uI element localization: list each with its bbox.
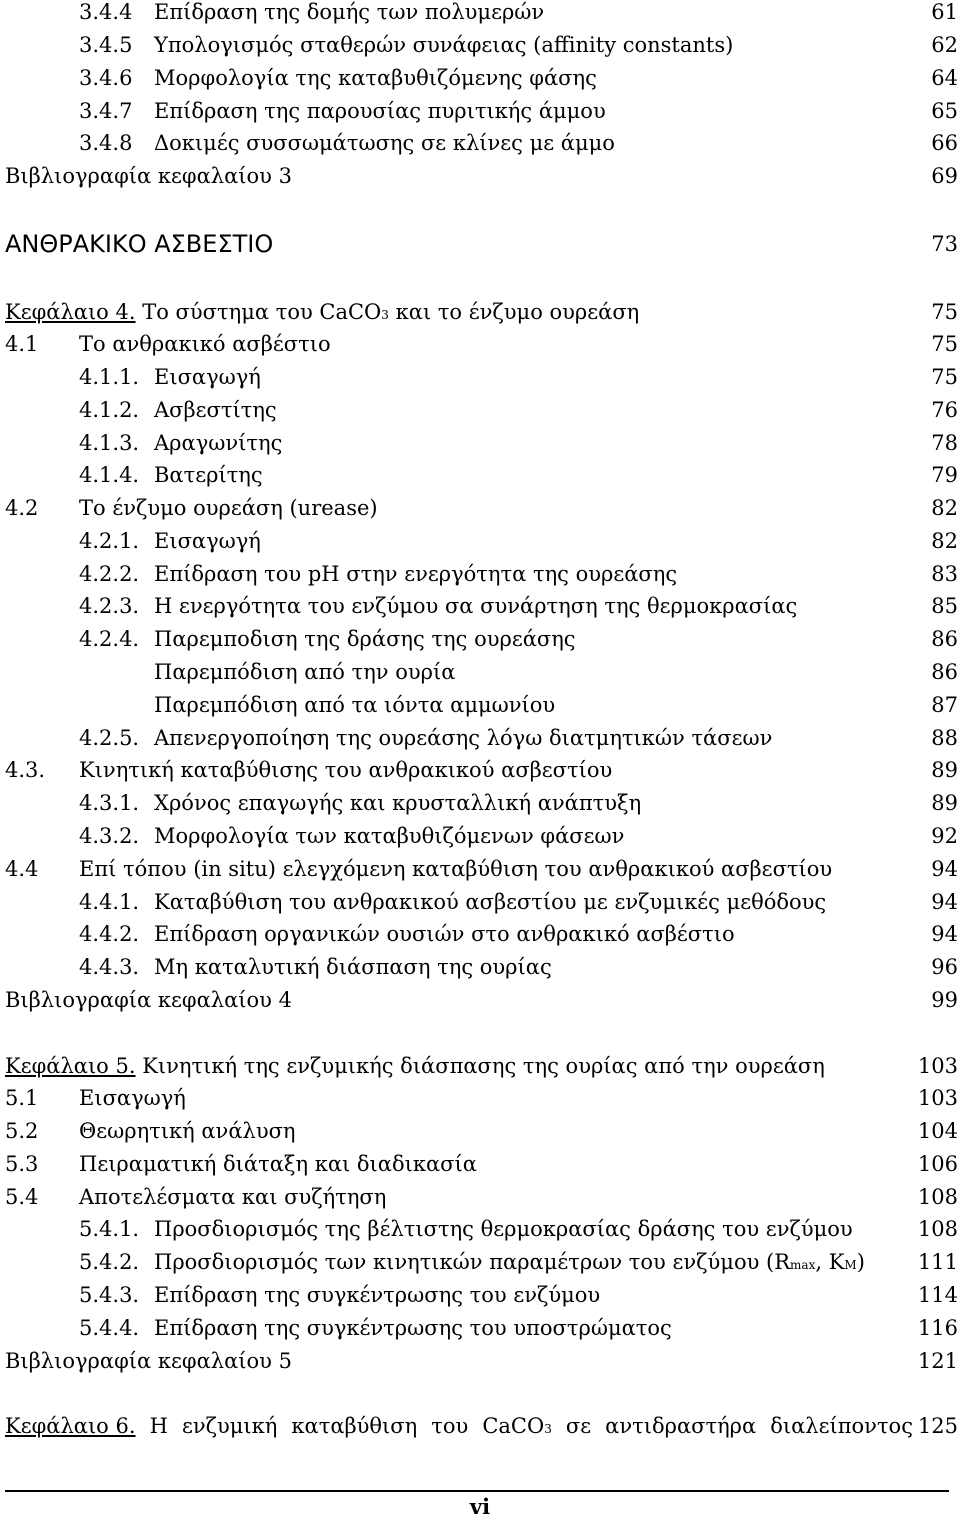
toc-page: 79 — [931, 463, 958, 487]
toc-title: Μορφολογία των καταβυθιζόμενων φάσεων — [154, 824, 625, 848]
toc-page: 66 — [931, 131, 958, 155]
toc-page: 103 — [917, 1086, 958, 1110]
toc-number: 5.4.1. — [79, 1217, 140, 1241]
toc-title: Επί τόπου (in situ) ελεγχόμενη καταβύθιση του ανθρακικού ασβεστίου — [79, 857, 833, 881]
toc-title: Επίδραση οργανικών ουσιών στο ανθρακικό ασβέστιο — [154, 922, 735, 946]
toc-title: Αραγωνίτης — [154, 431, 283, 455]
chapter-word: αντιδραστήρα — [605, 1414, 757, 1438]
toc-page: 94 — [931, 890, 958, 914]
toc-page: 64 — [931, 66, 958, 90]
chapter-entry — [5, 1410, 913, 1445]
toc-title: Επίδραση της συγκέντρωσης του ενζύμου — [154, 1283, 601, 1307]
chapter-title-pre: Το σύστημα του CaCO — [142, 300, 382, 324]
toc-page: 75 — [931, 365, 958, 389]
toc-title: Μορφολογία της καταβυθιζόμενης φάσης — [154, 66, 597, 90]
toc-number: 5.4 — [5, 1185, 39, 1209]
toc-title: Αποτελέσματα και συζήτηση — [79, 1185, 387, 1209]
chapter-title: Κινητική της ενζυμικής διάσπασης της ουρίας από την ουρεάση — [135, 1054, 825, 1078]
toc-title: Υπολογισμός σταθερών συνάφειας (affinity constants) — [154, 33, 734, 57]
toc-page: 104 — [917, 1119, 958, 1143]
toc-number: 3.4.5 — [79, 33, 133, 57]
toc-title: Χρόνος επαγωγής και κρυσταλλική ανάπτυξη — [154, 791, 642, 815]
toc-page: 99 — [931, 988, 958, 1012]
toc-page: 78 — [931, 431, 958, 455]
toc-number: 4.4.2. — [79, 922, 140, 946]
toc-number: 4.1.3. — [79, 431, 140, 455]
toc-page: 83 — [931, 562, 958, 586]
title-mid: , K — [815, 1250, 845, 1274]
toc-page: 65 — [931, 99, 958, 123]
toc-title: Το ένζυμο ουρεάση (urease) — [79, 496, 378, 520]
toc-title: Πειραματική διάταξη και διαδικασία — [79, 1152, 477, 1176]
toc-title: Κινητική καταβύθισης του ανθρακικού ασβεστίου — [79, 758, 613, 782]
toc-number: 4.2.3. — [79, 594, 140, 618]
toc-title: Προσδιορισμός της βέλτιστης θερμοκρασίας δράσης του ενζύμου — [154, 1217, 853, 1241]
toc-page: 94 — [931, 857, 958, 881]
toc-number: 5.4.2. — [79, 1250, 140, 1274]
chapter-title-sub: 3 — [381, 308, 389, 322]
toc-page: 88 — [931, 726, 958, 750]
toc-number: 5.1 — [5, 1086, 39, 1110]
toc-title: Μη καταλυτική διάσπαση της ουρίας — [154, 955, 552, 979]
toc-title: Ασβεστίτης — [154, 398, 277, 422]
toc-number: 4.2.1. — [79, 529, 140, 553]
toc-title: Εισαγωγή — [79, 1086, 186, 1110]
toc-number: 3.4.6 — [79, 66, 133, 90]
toc-number: 3.4.8 — [79, 131, 133, 155]
toc-page: 75 — [931, 332, 958, 356]
toc-page: 106 — [917, 1152, 958, 1176]
toc-number: 4.1.1. — [79, 365, 140, 389]
toc-title: Βιβλιογραφία κεφαλαίου 5 — [5, 1349, 292, 1373]
toc-page: 89 — [931, 791, 958, 815]
toc-page: 82 — [931, 496, 958, 520]
toc-page: 73 — [931, 232, 958, 256]
title-sub: max — [790, 1258, 816, 1272]
toc-page: 85 — [931, 594, 958, 618]
toc-number: 4.3.1. — [79, 791, 140, 815]
toc-number: 4.2.4. — [79, 627, 140, 651]
toc-page: 116 — [917, 1316, 958, 1340]
toc-page: 76 — [931, 398, 958, 422]
toc-page: 108 — [917, 1185, 958, 1209]
toc-page: 75 — [931, 300, 958, 324]
toc-number: 4.2.5. — [79, 726, 140, 750]
toc-number: 4.1.2. — [79, 398, 140, 422]
toc-page: 103 — [917, 1054, 958, 1078]
toc-page: 114 — [917, 1283, 958, 1307]
title-sub2: M — [844, 1258, 857, 1272]
toc-page: 94 — [931, 922, 958, 946]
chapter-word-formula — [482, 1410, 552, 1445]
formula-sub: 3 — [544, 1422, 552, 1436]
chapter-word: διαλείποντος — [770, 1414, 913, 1438]
toc-title: Επίδραση της παρουσίας πυριτικής άμμου — [154, 99, 606, 123]
toc-number: 5.4.3. — [79, 1283, 140, 1307]
toc-page: 82 — [931, 529, 958, 553]
toc-title: Παρεμπόδιση από τα ιόντα αμμωνίου — [154, 693, 556, 717]
toc-title: Εισαγωγή — [154, 365, 261, 389]
chapter-entry — [5, 1050, 825, 1082]
toc-page: 86 — [931, 627, 958, 651]
toc-title: Εισαγωγή — [154, 529, 261, 553]
chapter-title-post: και το ένζυμο ουρεάση — [388, 300, 640, 324]
toc-title: Επίδραση του pH στην ενεργότητα της ουρεάσης — [154, 562, 678, 586]
toc-page: 92 — [931, 824, 958, 848]
title-post: ) — [856, 1250, 865, 1274]
toc-number: 5.4.4. — [79, 1316, 140, 1340]
toc-title: Καταβύθιση του ανθρακικού ασβεστίου με ενζυμικές μεθόδους — [154, 890, 827, 914]
toc-page: 62 — [931, 33, 958, 57]
chapter-word: Η — [149, 1414, 168, 1438]
toc-page: 121 — [917, 1349, 958, 1373]
toc-title: Παρεμποδιση της δράσης της ουρεάσης — [154, 627, 576, 651]
footer-divider — [5, 1490, 949, 1492]
chapter-entry — [5, 296, 639, 331]
toc-title: Βιβλιογραφία κεφαλαίου 4 — [5, 988, 292, 1012]
chapter-word: σε — [565, 1414, 592, 1438]
chapter-word: του — [431, 1414, 469, 1438]
toc-page: 111 — [917, 1250, 958, 1274]
part-title: ΑΝΘΡΑΚΙΚΟ ΑΣΒΕΣΤΙΟ — [5, 230, 274, 258]
toc-page: 96 — [931, 955, 958, 979]
title-pre: Προσδιορισμός των κινητικών παραμέτρων του ενζύμου (R — [154, 1250, 791, 1274]
chapter-word: καταβύθιση — [291, 1414, 418, 1438]
toc-number: 4.4.1. — [79, 890, 140, 914]
toc-title — [154, 1246, 865, 1281]
formula-base: CaCO — [482, 1414, 545, 1438]
chapter-label: Κεφάλαιο 6. — [5, 1414, 136, 1438]
toc-title: Η ενεργότητα του ενζύμου σα συνάρτηση της θερμοκρασίας — [154, 594, 798, 618]
toc-page: 89 — [931, 758, 958, 782]
toc-number: 4.3. — [5, 758, 46, 782]
toc-page: 69 — [931, 164, 958, 188]
toc-number: 4.2 — [5, 496, 39, 520]
toc-number: 4.2.2. — [79, 562, 140, 586]
toc-number: 4.3.2. — [79, 824, 140, 848]
chapter-label: Κεφάλαιο 4. — [5, 300, 136, 324]
toc-number: 4.4 — [5, 857, 39, 881]
toc-number: 5.3 — [5, 1152, 39, 1176]
toc-page: 86 — [931, 660, 958, 684]
toc-title: Απενεργοποίηση της ουρεάσης λόγω διατμητικών τάσεων — [154, 726, 773, 750]
toc-page: 125 — [917, 1414, 958, 1438]
toc-title: Δοκιμές συσσωμάτωσης σε κλίνες με άμμο — [154, 131, 615, 155]
toc-number: 4.4.3. — [79, 955, 140, 979]
toc-number: 3.4.4 — [79, 0, 133, 24]
toc-title: Βατερίτης — [154, 463, 263, 487]
page-number: vi — [469, 1494, 491, 1519]
toc-page: 87 — [931, 693, 958, 717]
toc-title: Επίδραση της δομής των πολυμερών — [154, 0, 545, 24]
toc-title: Βιβλιογραφία κεφαλαίου 3 — [5, 164, 292, 188]
toc-number: 4.1.4. — [79, 463, 140, 487]
toc-title: Το ανθρακικό ασβέστιο — [79, 332, 331, 356]
toc-page: 61 — [931, 0, 958, 24]
toc-title: Θεωρητική ανάλυση — [79, 1119, 296, 1143]
toc-title: Επίδραση της συγκέντρωσης του υποστρώματος — [154, 1316, 672, 1340]
toc-title: Παρεμπόδιση από την ουρία — [154, 660, 456, 684]
chapter-label: Κεφάλαιο 5. — [5, 1054, 136, 1078]
toc-number: 5.2 — [5, 1119, 39, 1143]
chapter-word: ενζυμική — [181, 1414, 278, 1438]
toc-number: 3.4.7 — [79, 99, 133, 123]
toc-number: 4.1 — [5, 332, 39, 356]
toc-page: 108 — [917, 1217, 958, 1241]
